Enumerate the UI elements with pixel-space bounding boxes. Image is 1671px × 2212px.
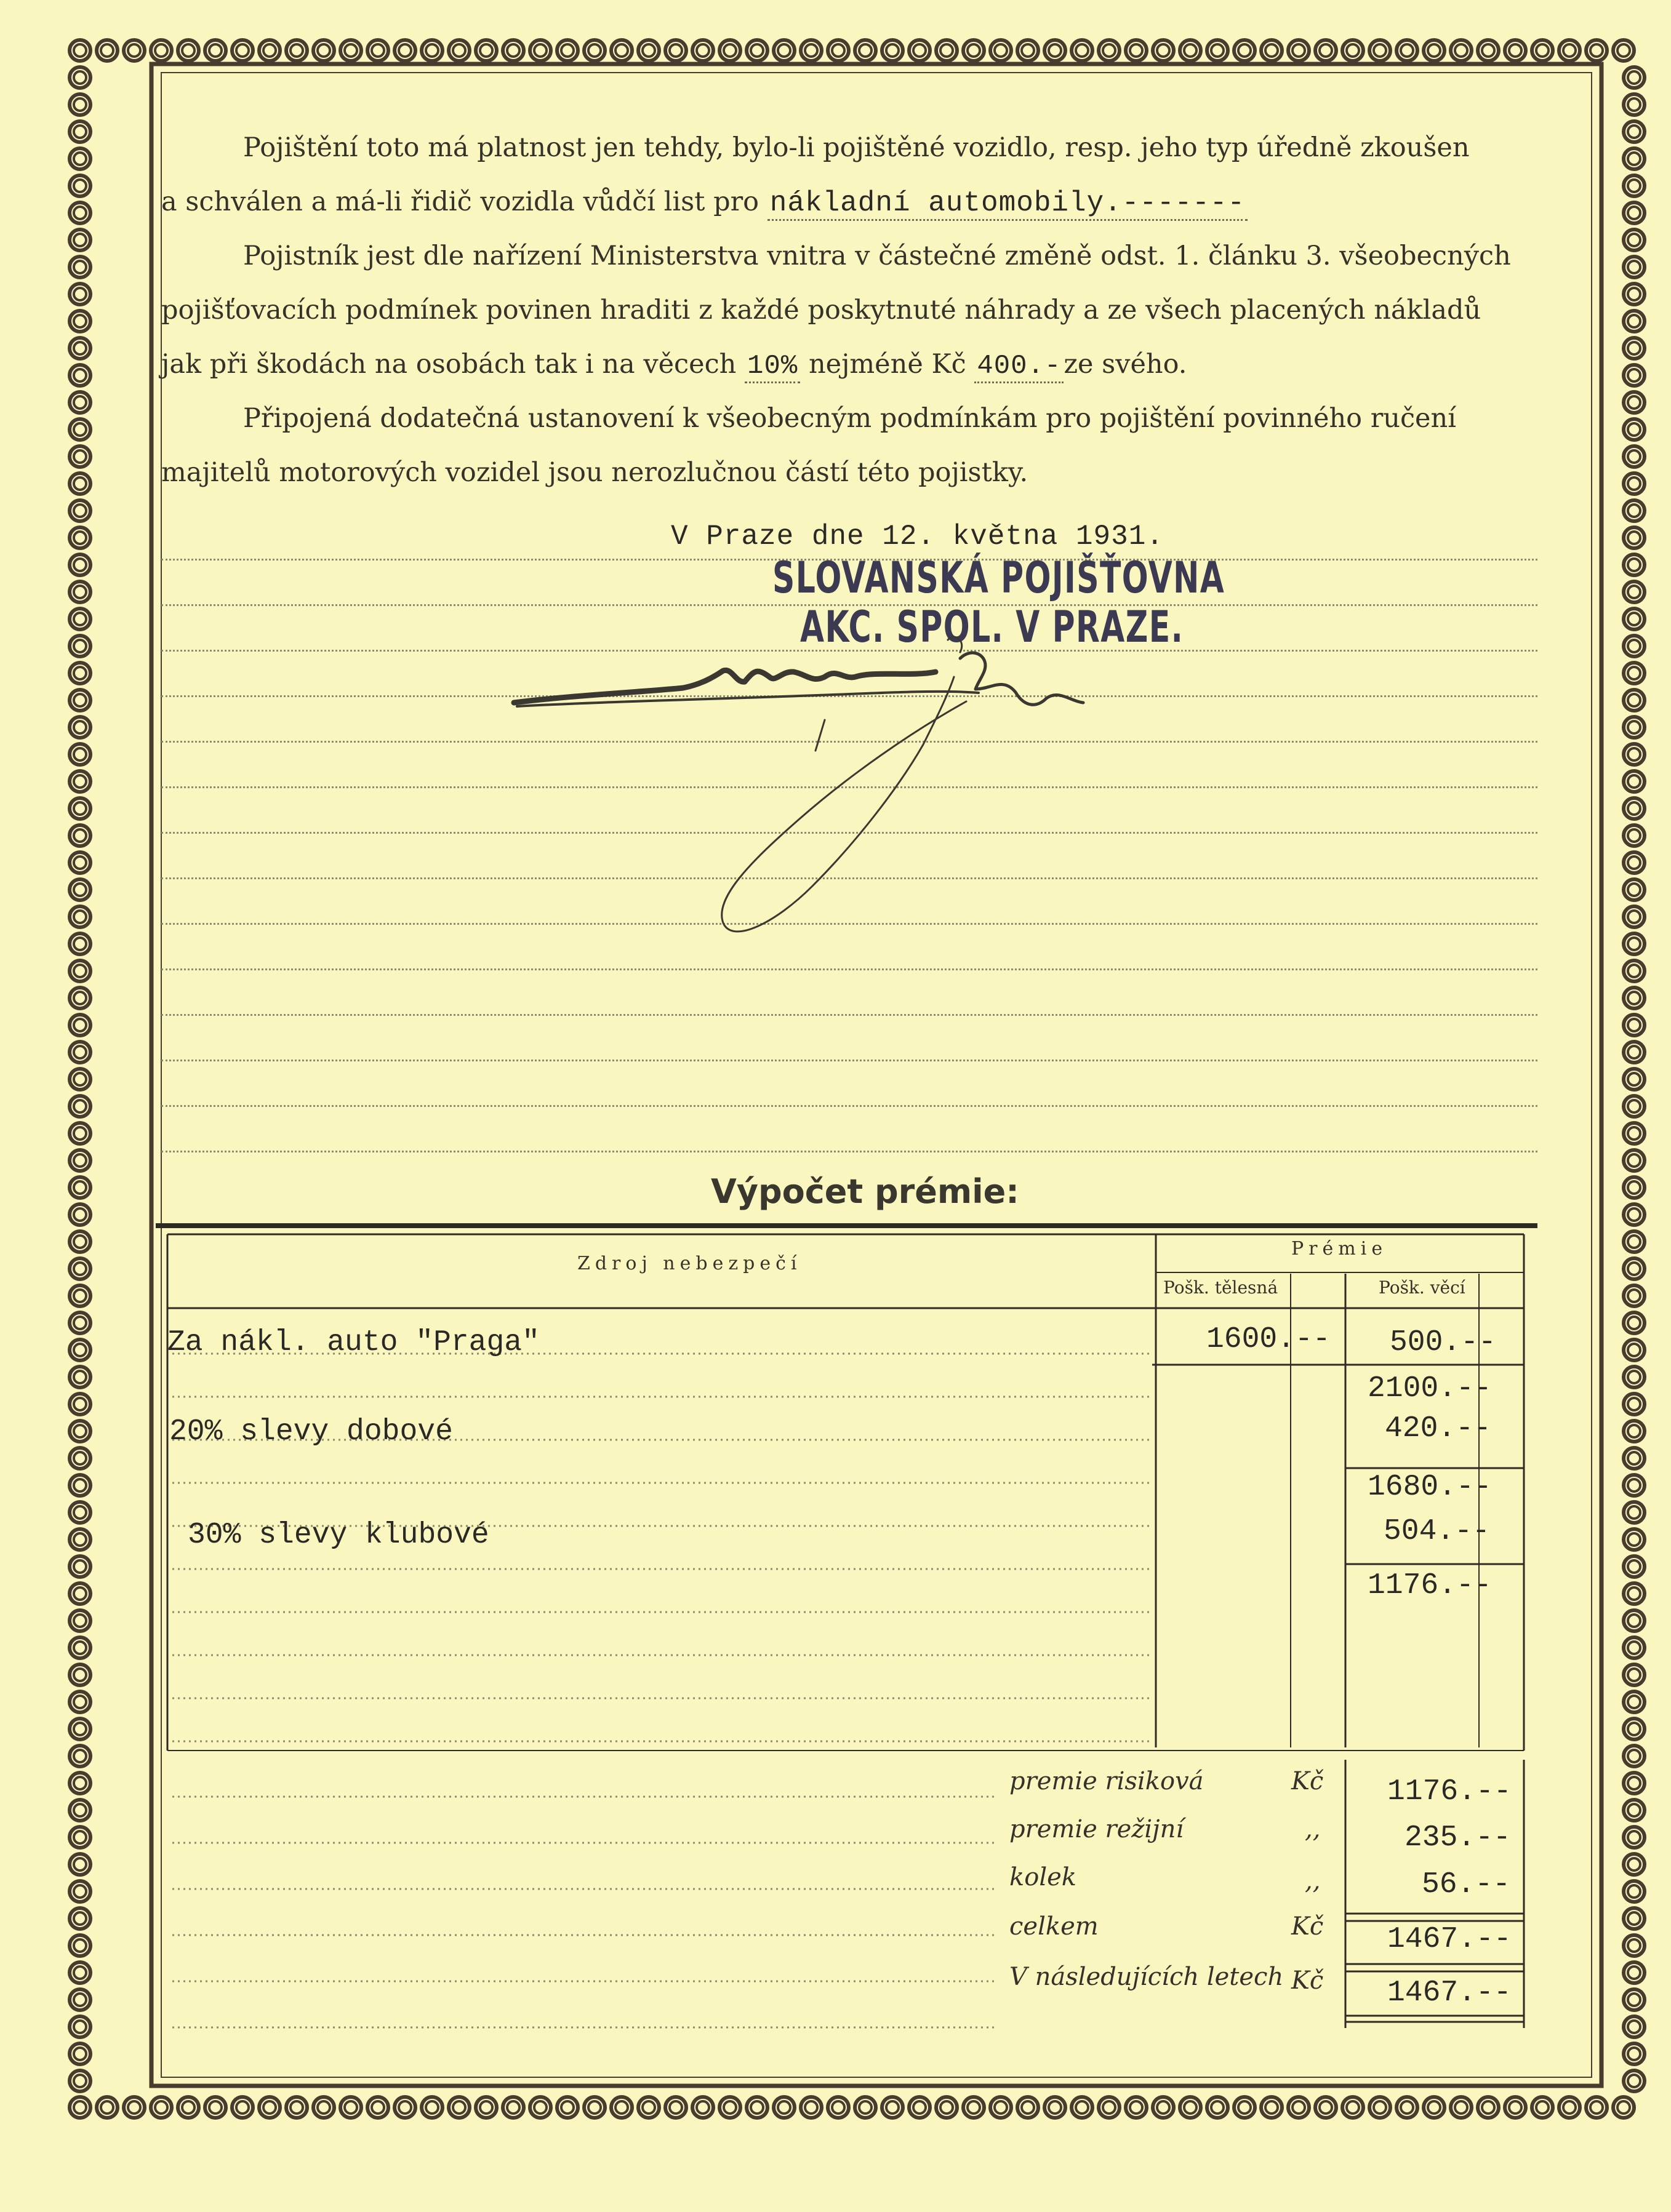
paragraph-2-line-3-mid: nejméně Kč [808, 349, 966, 380]
summary-overhead-premium-label: premie režijní [1009, 1815, 1184, 1843]
table-row-1-bodily: 1600.-- [1206, 1323, 1331, 1356]
summary-following-years-currency: Kč [1291, 1966, 1324, 1995]
summary-total-currency: Kč [1291, 1912, 1324, 1941]
table-row-5-label: 30% slevy klubové [188, 1519, 489, 1552]
paragraph-2-line-3-prefix: jak při škodách na osobách tak i na věcech [161, 349, 737, 380]
column-header-source: Zdroj nebezpečí [577, 1253, 802, 1274]
paragraph-3-line-1: Připojená dodatečná ustanovení k všeobecným podmínkám pro pojištění povinného ručení [243, 403, 1456, 434]
summary-stamp-duty-value: 56.-- [1422, 1868, 1511, 1901]
table-row-1-label: Za nákl. auto "Praga" [167, 1326, 540, 1359]
table-row-6-property: 1176.-- [1368, 1569, 1492, 1602]
paragraph-2-line-1: Pojistník jest dle nařízení Ministerstva vnitra v částečné změně odst. 1. článku 3. všeobecných [243, 241, 1511, 271]
paragraph-2-line-2: pojišťovacích podmínek povinen hraditi z každé poskytnuté náhrady a ze všech placených nákladů [161, 295, 1481, 325]
summary-following-years-value: 1467.-- [1387, 1976, 1512, 2010]
summary-risk-premium-currency: Kč [1291, 1767, 1324, 1795]
table-row-1-property: 500.-- [1390, 1326, 1496, 1359]
deductible-minimum: 400.- [974, 351, 1064, 383]
paragraph-1-line-1: Pojištění toto má platnost jen tehdy, bylo-li pojištěné vozidlo, resp. jeho typ úředně zkoušen [243, 132, 1470, 163]
column-header-premium: Prémie [1291, 1238, 1388, 1260]
summary-risk-premium-label: premie risiková [1009, 1767, 1204, 1795]
table-row-2-property: 2100.-- [1368, 1372, 1492, 1405]
summary-overhead-premium-currency: ,, [1305, 1815, 1321, 1843]
column-header-bodily-damage: Pošk. tělesná [1163, 1277, 1278, 1298]
company-stamp-line-2: AKC. SPOL. V PRAZE. [800, 602, 1184, 652]
vehicle-category-typed: nákladní automobily.------- [767, 187, 1248, 221]
deductible-percent: 10% [745, 351, 800, 383]
table-row-5-property: 504.-- [1384, 1515, 1490, 1548]
table-row-4-property: 1680.-- [1368, 1471, 1492, 1504]
paragraph-3-line-2: majitelů motorových vozidel jsou nerozlučnou částí této pojistky. [161, 457, 1028, 488]
table-row-3-property: 420.-- [1385, 1412, 1491, 1445]
summary-total-label: celkem [1009, 1912, 1099, 1941]
summary-overhead-premium-value: 235.-- [1405, 1821, 1511, 1855]
summary-stamp-duty-currency: ,, [1305, 1867, 1321, 1895]
paragraph-2-line-3-suffix: ze svého. [1064, 349, 1187, 380]
summary-total-value: 1467.-- [1387, 1923, 1512, 1956]
paragraph-1-line-2-prefix: a schválen a má-li řidič vozidla vůdčí list pro [161, 186, 759, 217]
company-stamp-line-1: SLOVANSKÁ POJIŠŤOVNA [772, 553, 1225, 603]
place-and-date: V Praze dne 12. května 1931. [671, 521, 1164, 553]
premium-calculation-heading: Výpočet prémie: [711, 1172, 1019, 1211]
summary-following-years-label: V následujících letech [1009, 1963, 1284, 1991]
summary-stamp-duty-label: kolek [1009, 1863, 1077, 1891]
summary-risk-premium-value: 1176.-- [1387, 1775, 1512, 1808]
table-row-3-label: 20% slevy dobové [169, 1415, 453, 1448]
column-header-property-damage: Pošk. věcí [1379, 1277, 1465, 1298]
